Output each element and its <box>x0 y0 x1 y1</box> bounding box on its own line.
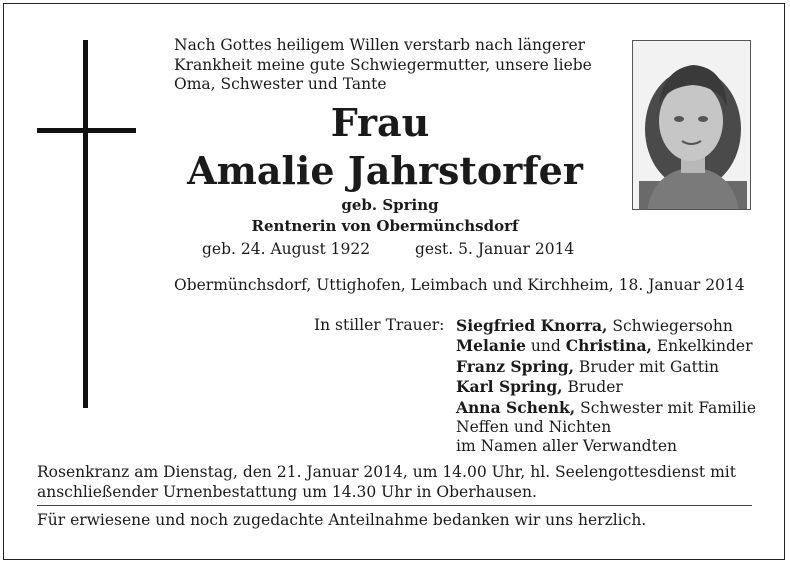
portrait-image <box>633 41 751 210</box>
rosary-line: Rosenkranz am Dienstag, den 21. Januar 2014, um 14.00 Uhr, hl. Seelengottesdienst mit <box>37 463 736 481</box>
rosary-info <box>37 463 752 502</box>
mourner-line: Neffen und Nichten <box>456 418 612 437</box>
mourner-line: Anna Schenk, Schwester mit Familie <box>456 397 757 417</box>
divider <box>37 505 752 506</box>
places-date: Obermünchsdorf, Uttighofen, Leimbach und Kirchheim, 18. Januar 2014 <box>174 276 745 294</box>
cross-icon <box>83 40 88 408</box>
mourners-list <box>456 316 756 457</box>
birth-date: geb. 24. August 1922 <box>202 240 371 258</box>
occupation: Rentnerin von Obermünchsdorf <box>251 217 519 235</box>
mourner-line: im Namen aller Verwandten <box>456 437 677 456</box>
mourning-label: In stiller Trauer: <box>314 316 445 334</box>
thanks-text: Für erwiesene und noch zugedachte Anteilnahme bedanken wir uns herzlich. <box>37 511 647 529</box>
maiden-name: geb. Spring <box>341 196 439 214</box>
mourner-line: Melanie und Christina, Enkelkinder <box>456 336 753 356</box>
mourner-line: Karl Spring, Bruder <box>456 377 623 397</box>
death-date: gest. 5. Januar 2014 <box>415 240 575 258</box>
cross-bar <box>37 128 136 133</box>
intro-line: Nach Gottes heiligem Willen verstarb nach längerer <box>174 36 586 54</box>
mourner-line: Siegfried Knorra, Schwiegersohn <box>456 316 733 335</box>
mourner-line: Franz Spring, Bruder mit Gattin <box>456 356 719 376</box>
intro-line: Oma, Schwester und Tante <box>174 75 387 93</box>
portrait-photo <box>632 40 751 210</box>
rosary-line: anschließender Urnenbestattung um 14.30 Uhr in Oberhausen. <box>37 482 537 501</box>
name-prefix: Frau <box>330 100 430 145</box>
deceased-name: Amalie Jahrstorfer <box>187 148 583 193</box>
intro-line: Krankheit meine gute Schwiegermutter, unsere liebe <box>174 55 592 74</box>
intro-text <box>174 36 614 95</box>
